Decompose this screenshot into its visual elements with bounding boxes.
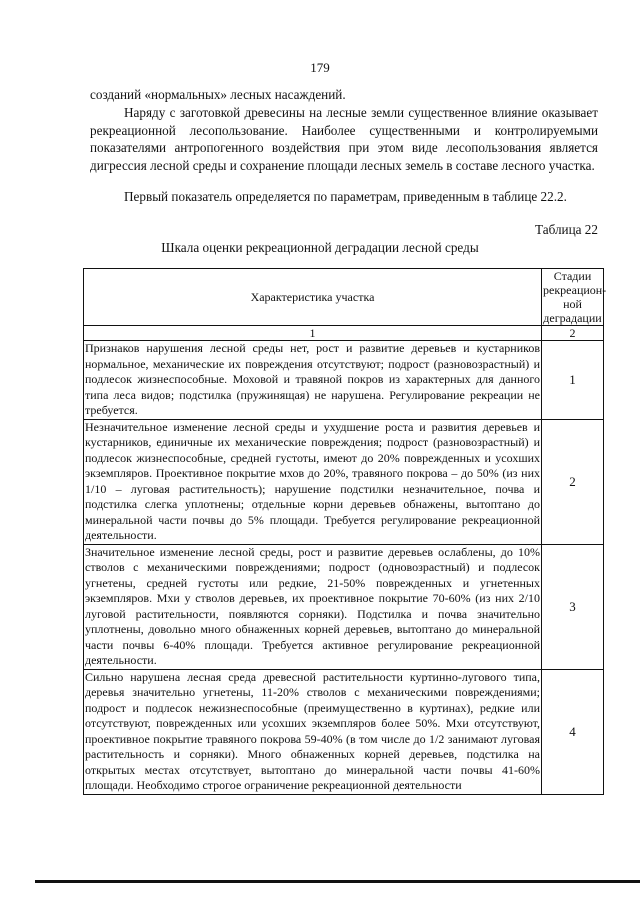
table-label: Таблица 22 bbox=[535, 222, 598, 237]
page-number: 179 bbox=[310, 60, 330, 75]
column-number-2: 2 bbox=[542, 326, 604, 341]
intro-text bbox=[90, 86, 598, 175]
column-number-row bbox=[84, 326, 604, 341]
row-description: Значительное изменение лесной среды, рост и развитие деревьев ослаблены, до 10% стволов с механическими повреждениями; подрост (одновозрастный) и подлесок угнетены, средней густоты или редкие, 21-50% поврежденных и угнетенных экземпляров. Мхи у стволов деревьев, их проективное покрытие 70-60% (из них 2/10 луговой растительности, появляются сорняки). Подстилка и почва значительно уплотнены, довольно много обнаженных корней деревьев, вытоптано до минеральной части почвы 6-40% площади. Требуется активное регулирование рекреационной деятельности. bbox=[85, 544, 540, 667]
row-stage: 2 bbox=[542, 419, 604, 544]
column-number-1: 1 bbox=[84, 326, 542, 341]
degradation-table bbox=[83, 268, 607, 795]
footer-rule bbox=[35, 880, 640, 883]
header-characteristic: Характеристика участка bbox=[84, 269, 542, 326]
row-description: Сильно нарушена лесная среда древесной растительности куртинно-лугового типа, деревья значительно угнетены, 11-20% стволов с механическими повреждениями; подрост и подлесок нежизнеспособные (преимущественно в куртинах), редкие или отсутствуют, поврежденных или усохших экземпляров более 50%. Мхи отсутствуют, проективное покрытие травяного покрова 59-40% (в том числе до 1/2 занимают луговая растительность и сорняки). Много обнаженных корней деревьев, подстилка на открытых местах отсутствует, вытоптано до минеральной части почвы 41-60% площади. Необходимо строгое ограничение рекреационной деятельности bbox=[85, 669, 540, 792]
paragraph-recreational-use: Наряду с заготовкой древесины на лесные земли существенное влияние оказывает рекреационной лесопользование. Наиболее существенными и контролируемыми показателями антропогенного воздействия при этом виде лесопользования является дигрессия лесной среды и сохранение площади лесных земель в составе лесного участка. bbox=[90, 104, 598, 174]
table-row bbox=[84, 419, 604, 544]
continuation-paragraph: созданий «нормальных» лесных насаждений. bbox=[90, 87, 346, 102]
paragraph-indicator: Первый показатель определяется по параметрам, приведенным в таблице 22.2. bbox=[124, 189, 567, 204]
table-title: Шкала оценки рекреационной деградации лесной среды bbox=[161, 240, 479, 255]
table-row bbox=[84, 341, 604, 420]
row-stage: 3 bbox=[542, 544, 604, 669]
row-stage: 4 bbox=[542, 669, 604, 794]
table-header-row bbox=[84, 269, 604, 326]
header-stage: Стадии рекреацион-ной деградации bbox=[543, 269, 607, 325]
table-row bbox=[84, 669, 604, 794]
row-description: Признаков нарушения лесной среды нет, рост и развитие деревьев и кустарников нормальное, механические их повреждения отсутствуют; подрост (разновозрастный) и подлесок жизнеспособные. Моховой и травяной покров из характерных для данного типа леса видов; подстилка (пружинящая) не нарушена. Регулирование рекреации не требуется. bbox=[85, 341, 540, 417]
row-description: Незначительное изменение лесной среды и ухудшение роста и развития деревьев и кустарников, единичные их механические повреждения; подрост (разновозрастный) и подлесок жизнеспособные, средней густоты, имеют до 20% поврежденных и усохших экземпляров. Проективное покрытие мхов до 20%, травяного покрова – до 50% (из них 1/10 – луговая растительность); нарушение подстилки незначительное, почва и подстилка слегка уплотнены; отдельные корни деревьев обнажены, вытоптано до минеральной части почвы до 5% площади. Требуется регулирование рекреационной деятельности. bbox=[85, 419, 540, 542]
table-row bbox=[84, 544, 604, 669]
row-stage: 1 bbox=[542, 341, 604, 420]
